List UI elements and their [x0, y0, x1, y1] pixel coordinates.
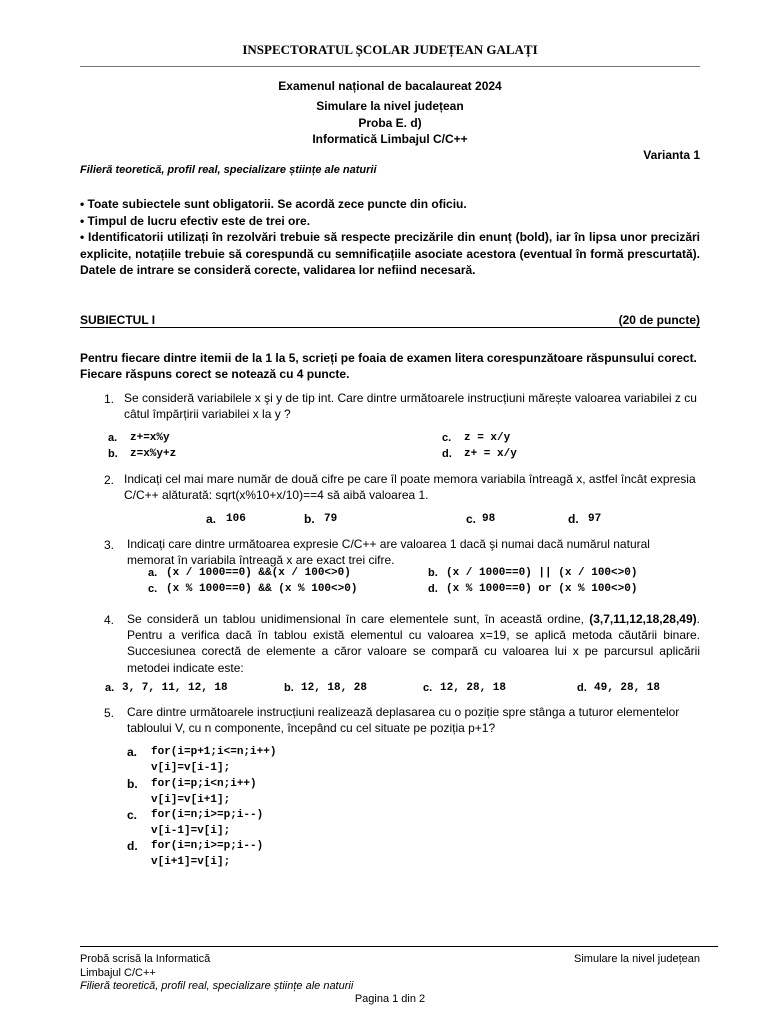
page-number: Pagina 1 din 2 [354, 993, 426, 1005]
q2-option-c: 98 [482, 513, 496, 525]
q4-option-b: 12, 18, 28 [301, 682, 368, 694]
q2-option-d-letter: d. [568, 512, 579, 526]
q1-option-a: z+=x%y [130, 432, 170, 444]
q4-option-c-letter: c. [423, 682, 433, 694]
proba-title: Proba E. d) [358, 116, 422, 130]
simulation-title: Simulare la nivel județean [316, 99, 464, 113]
q5-option-b-line1: for(i=p;i<n;i++) [151, 778, 257, 790]
q2-number: 2. [104, 473, 115, 487]
q5-option-d-line1: for(i=n;i>=p;i--) [151, 840, 264, 852]
section-divider [80, 327, 700, 328]
footer-divider [80, 946, 718, 947]
q5-option-c-line1: for(i=n;i>=p;i--) [151, 809, 264, 821]
q3-option-d-letter: d. [428, 583, 438, 595]
q1-option-d-letter: d. [442, 448, 452, 460]
q2-option-b-letter: b. [304, 512, 315, 526]
footer-language: Limbajul C/C++ [80, 967, 156, 979]
q1-text: Se consideră variabilele x şi y de tip int. Care dintre următoarele instrucțiuni mărește valoarea variabilei z cu câtul împărțirii variabilei x la y ? [124, 391, 697, 421]
instruction-2: • Timpul de lucru efectiv este de trei ore. [80, 213, 311, 228]
instruction-1: • Toate subiectele sunt obligatorii. Se acordă zece puncte din oficiu. [80, 197, 467, 211]
q5-option-a-letter: a. [127, 745, 138, 759]
variant-label: Varianta 1 [643, 148, 700, 162]
footer-simulation: Simulare la nivel județean [574, 953, 700, 965]
q4-option-b-letter: b. [284, 682, 294, 694]
q1-option-d: z+ = x/y [464, 448, 517, 460]
q5-option-a-line1: for(i=p+1;i<=n;i++) [151, 746, 277, 758]
q5-option-b-letter: b. [127, 777, 138, 791]
q4-text-post: . Pentru a verifica dacă în tablou există elementul cu valoarea x=19, se aplică metoda căutării binare. Succesiunea corectă de elemente a căror valoare se compară cu valoarea lui x pe parcursul aplicării metodei indicate este: [127, 612, 700, 675]
q4-array: (3,7,11,12,18,28,49) [589, 612, 697, 626]
q3-option-d: (x % 1000==0) or (x % 100<>0) [446, 583, 638, 595]
q3-option-a: (x / 1000==0) &&(x / 100<>0) [166, 567, 351, 579]
section-points: (20 de puncte) [618, 313, 700, 327]
q4-number-text: 4. [104, 613, 115, 627]
q5-text: Care dintre următoarele instrucțiuni realizează deplasarea cu o poziție spre stânga a tuturor elementelor tabloului V, cu n componente, începând cu cel situate pe poziția p+1? [127, 705, 680, 735]
q3-number: 3. [104, 538, 115, 552]
q1-option-a-letter: a. [108, 432, 118, 444]
subject-title: Informatică Limbajul C/C++ [312, 132, 468, 146]
q5-option-d-line2: v[i+1]=v[i]; [151, 856, 231, 868]
footer-profile: Filieră teoretică, profil real, specializare științe ale naturii [80, 980, 354, 992]
q1-number: 1. [104, 392, 115, 406]
q1-option-c-letter: c. [442, 432, 452, 444]
profile-label: Filieră teoretică, profil real, specializare științe ale naturii [80, 164, 377, 176]
q3-option-c-letter: c. [148, 583, 158, 595]
q2-option-a-letter: a. [206, 512, 217, 526]
exam-title: Examenul național de bacalaureat 2024 [278, 79, 502, 93]
q4-option-c: 12, 28, 18 [440, 682, 507, 694]
q1-option-b-letter: b. [108, 448, 118, 460]
q2-option-a: 106 [226, 513, 246, 525]
inspectorate-title: INSPECTORATUL ȘCOLAR JUDEȚEAN GALAȚI [242, 42, 538, 57]
instructions [80, 196, 700, 279]
q5-option-b-line2: v[i]=v[i+1]; [151, 794, 231, 806]
section-intro: Pentru fiecare dintre itemii de la 1 la 5, scrieți pe foaia de examen litera corespunzătoare răspunsului corect. Fiecare răspuns corect se notează cu 4 puncte. [80, 351, 697, 381]
q4-option-d-letter: d. [577, 682, 587, 694]
q3-option-b: (x / 1000==0) || (x / 100<>0) [446, 567, 638, 579]
q4-option-a-letter: a. [105, 682, 115, 694]
header-divider [80, 66, 700, 67]
instruction-3: • Identificatorii utilizați în rezolvări trebuie să respecte precizările din enunț (bold), iar în lipsa unor precizări explicite, notațiile trebuie să corespundă cu semnificațiile asociate acestora (eventual în formă prescurtată). Datele de intrare se consideră corecte, validarea lor nefiind necesară. [80, 230, 700, 277]
q5-number: 5. [104, 706, 115, 720]
q3-option-c: (x % 1000==0) && (x % 100<>0) [166, 583, 358, 595]
section-title: SUBIECTUL I [80, 313, 156, 327]
q1-option-b: z=x%y+z [130, 448, 177, 460]
q3-text: Indicați care dintre următoarea expresie C/C++ are valoarea 1 dacă şi numai dacă numărul natural memorat în variabila întreagă x are exact trei cifre. [127, 537, 650, 567]
q5-option-a-line2: v[i]=v[i-1]; [151, 762, 231, 774]
q2-option-b: 79 [324, 513, 338, 525]
q5-option-d-letter: d. [127, 839, 138, 853]
q2-text: Indicați cel mai mare număr de două cifre pe care îl poate memora variabila întreagă x, astfel încât expresia C/C++ alăturată: sqrt(x%10+x/10)==4 să aibă valoarea 1. [124, 472, 696, 502]
q4-text-pre: Se consideră un tablou unidimensional în care elementele sunt, în această ordine, [127, 612, 590, 626]
q4-number [104, 613, 114, 627]
q4-option-a: 3, 7, 11, 12, 18 [122, 682, 228, 694]
q4-option-d: 49, 28, 18 [594, 682, 661, 694]
q4-text [127, 611, 700, 676]
q5-option-c-letter: c. [127, 808, 138, 822]
q2-option-d: 97 [588, 513, 602, 525]
q1-option-c: z = x/y [464, 432, 511, 444]
q5-option-c-line2: v[i-1]=v[i]; [151, 825, 231, 837]
q2-option-c-letter: c. [466, 512, 477, 526]
q3-option-a-letter: a. [148, 567, 158, 579]
q3-option-b-letter: b. [428, 567, 438, 579]
footer-subject: Probă scrisă la Informatică [80, 953, 211, 965]
